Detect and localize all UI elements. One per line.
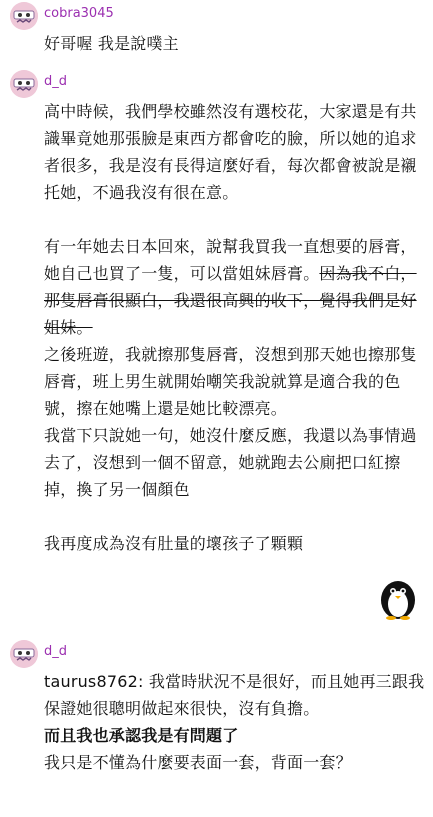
post-paragraph: taurus8762: 我當時狀況不是很好，而且她再三跟我保證她很聰明做起來很快，沒有負擔。 [44,672,425,718]
username[interactable]: d_d [44,74,68,89]
post-text: 有一年她去日本回來，說幫我買我一直想要的唇膏，她自己也買了一隻，可以當姐妹唇膏。 [44,237,417,283]
post-paragraph: 之後班遊，我就擦那隻唇膏，沒想到那天她也擦那隻唇膏，班上男生就開始嘲笑我說就算是適合我的色號，擦在她嘴上還是她比較漂亮。 [44,345,417,418]
post-paragraph: 我只是不懂為什麼要表面一套，背面一套？ [44,753,352,772]
post-2 [0,68,433,553]
post-paragraph: 我當下只說她一句，她沒什麼反應，我還以為事情過去了，沒想到一個不留意，她就跑去公廁把口紅擦掉，換了另一個顏色 [44,426,417,499]
monster-avatar-icon[interactable] [10,70,38,98]
post-header [0,0,433,34]
post-paragraph: 高中時候，我們學校雖然沒有選校花，大家還是有共識畢竟她那張臉是東西方都會吃的臉，所以她的追求者很多，我是沒有長得這麼好看，每次都會被說是襯托她，不過我沒有很在意。 [44,102,417,202]
username[interactable]: cobra3045 [44,6,114,21]
post-content [44,30,425,57]
penguin-sticker-icon [379,576,417,624]
monster-avatar-icon[interactable] [10,2,38,30]
post-paragraph: 而且我也承認我是有問題了 [44,726,239,745]
post-1 [0,0,433,53]
post-header [0,68,433,102]
post-content [44,668,425,776]
struck-text: 因為我不白，那隻唇膏很顯白，我還很高興的收下，覺得我們是好姐妹。 [44,264,417,337]
post-paragraph [44,233,425,341]
post-content [44,98,425,557]
monster-avatar-icon[interactable] [10,640,38,668]
post-paragraph: 我再度成為沒有肚量的壞孩子了顆顆 [44,534,304,553]
post-3 [0,638,433,772]
post-header [0,638,433,672]
post-text: 好哥喔 我是說噗主 [44,34,179,53]
username[interactable]: d_d [44,644,68,659]
